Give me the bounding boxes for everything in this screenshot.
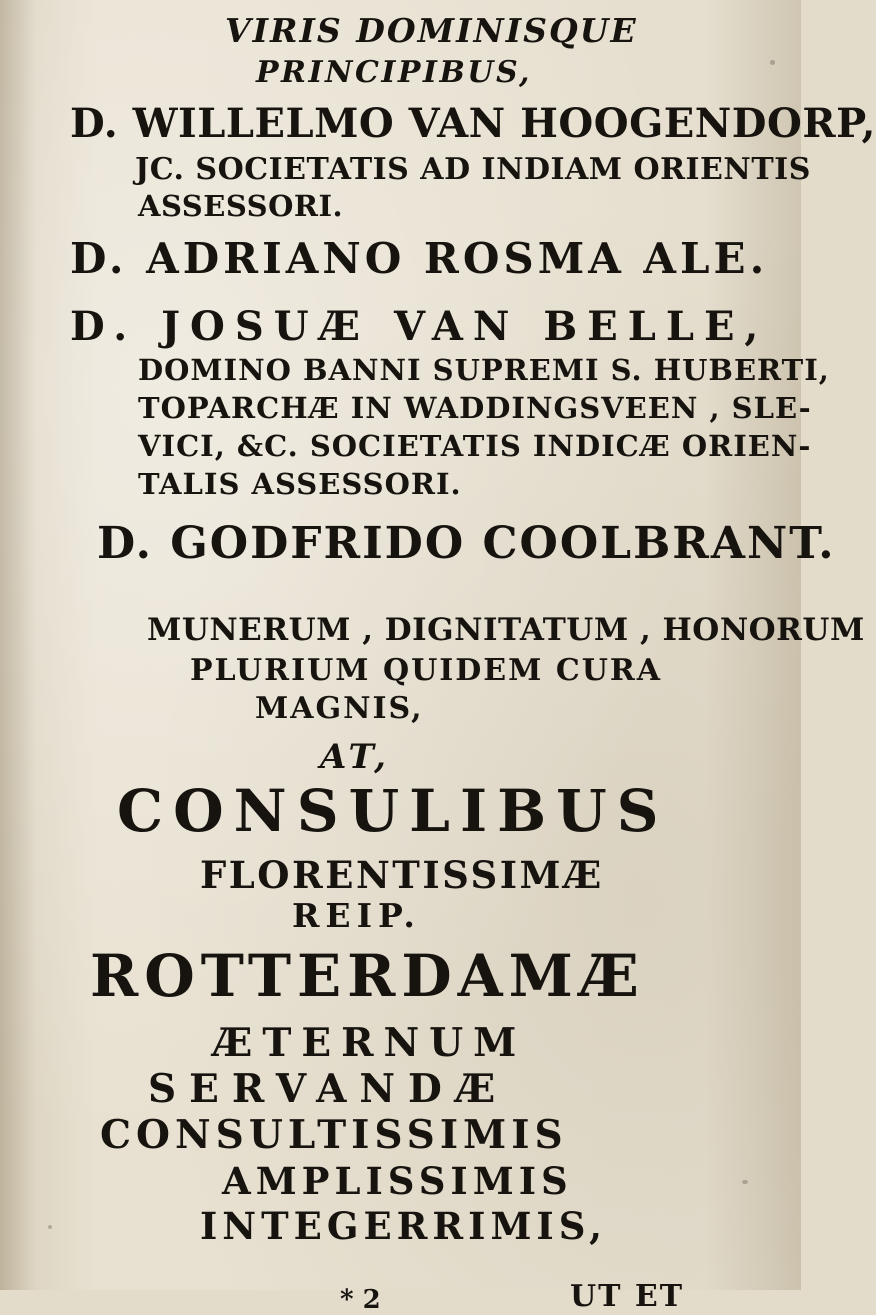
consuls-line-magnis: MAGNIS,	[255, 691, 424, 726]
consuls-line-amplissimis: AMPLISSIMIS	[222, 1159, 573, 1203]
page-gutter-shadow	[0, 0, 36, 1290]
consuls-line-munerum: MUNERUM , DIGNITATUM , HONORUM	[147, 612, 865, 648]
signature-mark: * 2	[340, 1285, 381, 1315]
consuls-line-aeternum: ÆTERNUM	[212, 1020, 527, 1066]
consuls-line-reip: REIP.	[292, 896, 421, 935]
dedicatee-van-belle: D. JOSUÆ VAN BELLE,	[70, 303, 769, 350]
dedicatee-van-belle-title-1: DOMINO BANNI SUPREMI S. HUBERTI,	[138, 353, 830, 387]
consuls-line-servandae: SERVANDÆ	[148, 1066, 509, 1112]
consuls-line-consultissimis: CONSULTISSIMIS	[100, 1112, 568, 1158]
dedicatee-van-belle-title-2: TOPARCHÆ IN WADDINGSVEEN , SLE-	[138, 391, 812, 425]
paper-speck	[742, 1180, 748, 1184]
paper-speck	[770, 60, 775, 65]
paper-speck	[48, 1225, 52, 1229]
dedicatee-coolbrant: D. GODFRIDO COOLBRANT.	[97, 518, 836, 569]
consuls-line-florentissimae: FLORENTISSIMÆ	[200, 853, 604, 897]
consuls-line-consulibus: CONSULIBUS	[117, 777, 669, 845]
dedication-heading-line-2: PRINCIPIBUS,	[256, 55, 533, 90]
dedicatee-van-belle-title-3: VICI, &C. SOCIETATIS INDICÆ ORIEN-	[138, 429, 812, 463]
dedicatee-hoogendorp-title-1: JC. SOCIETATIS AD INDIAM ORIENTIS	[135, 152, 811, 187]
dedicatee-rosma-ale: D. ADRIANO ROSMA ALE.	[70, 234, 769, 283]
dedicatee-hoogendorp: D. WILLELMO VAN HOOGENDORP,	[70, 100, 876, 147]
consuls-line-plurium: PLURIUM QUIDEM CURA	[190, 653, 663, 688]
dedication-heading-line-1: VIRIS DOMINISQUE	[225, 11, 638, 50]
dedicatee-hoogendorp-title-2: ASSESSORI.	[138, 189, 344, 223]
consuls-line-integerrimis: INTEGERRIMIS,	[200, 1204, 608, 1248]
dedicatee-van-belle-title-4: TALIS ASSESSORI.	[138, 467, 462, 501]
catchword: UT ET	[570, 1279, 685, 1314]
consuls-line-at: AT,	[320, 737, 390, 777]
consuls-line-rotterdamae: ROTTERDAMÆ	[90, 942, 645, 1010]
